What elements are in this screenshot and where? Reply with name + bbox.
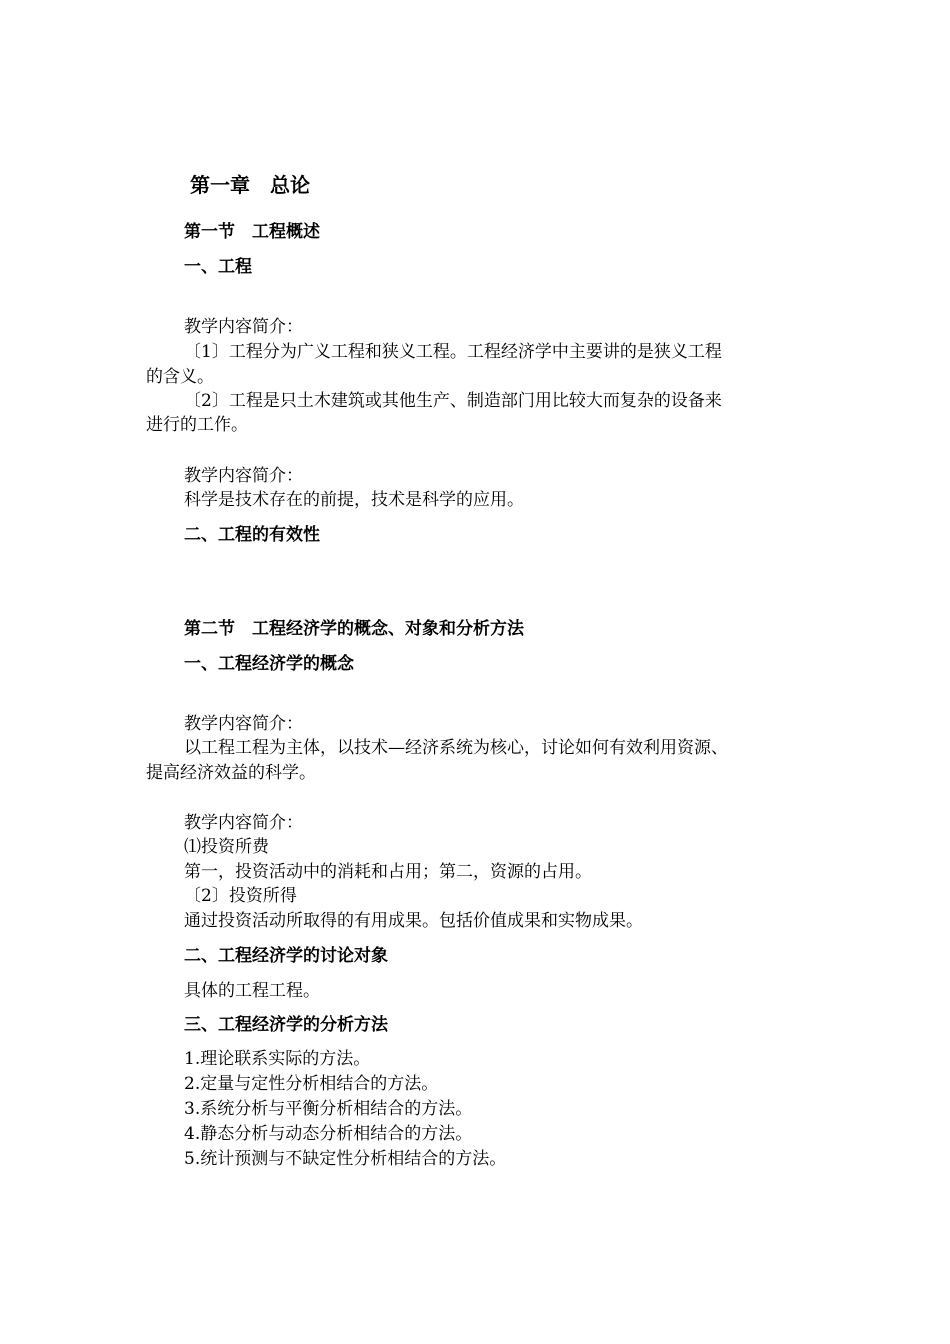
section-2-title: 第二节 工程经济学的概念、对象和分析方法	[184, 619, 524, 639]
list-item: 〔2〕投资所得	[184, 886, 297, 906]
teaching-intro-label: 教学内容简介：	[184, 714, 303, 734]
paragraph-line: 〔1〕工程分为广义工程和狭义工程。工程经济学中主要讲的是狭义工程	[184, 342, 722, 362]
list-item: ⑴投资所费	[184, 837, 269, 857]
method-list-item: 2.定量与定性分析相结合的方法。	[184, 1074, 439, 1094]
teaching-intro-label: 教学内容简介：	[184, 813, 303, 833]
method-list-item: 1.理论联系实际的方法。	[184, 1049, 371, 1069]
section-2-heading-3: 三、工程经济学的分析方法	[184, 1015, 388, 1035]
method-list-item: 5.统计预测与不缺定性分析相结合的方法。	[184, 1149, 507, 1169]
paragraph-line: 〔2〕工程是只土木建筑或其他生产、制造部门用比较大而复杂的设备来	[184, 391, 722, 411]
method-list-item: 3.系统分析与平衡分析相结合的方法。	[184, 1099, 473, 1119]
paragraph-line: 通过投资活动所取得的有用成果。包括价值成果和实物成果。	[184, 911, 643, 931]
teaching-intro-label: 教学内容简介：	[184, 317, 303, 337]
paragraph-line: 第一，投资活动中的消耗和占用；第二，资源的占用。	[184, 862, 592, 882]
method-list-item: 4.静态分析与动态分析相结合的方法。	[184, 1124, 473, 1144]
section-2-heading-1: 一、工程经济学的概念	[184, 654, 354, 674]
section-1-title: 第一节 工程概述	[184, 222, 320, 242]
paragraph-line: 以工程工程为主体，以技术—经济系统为核心，讨论如何有效利用资源、	[184, 738, 728, 758]
paragraph-line: 的含义。	[146, 367, 214, 387]
section-1-heading-2: 二、工程的有效性	[184, 525, 320, 545]
section-2-heading-2: 二、工程经济学的讨论对象	[184, 946, 388, 966]
teaching-intro-label: 教学内容简介：	[184, 466, 303, 486]
paragraph-line: 提高经济效益的科学。	[146, 763, 316, 783]
paragraph-line: 具体的工程工程。	[184, 981, 320, 1001]
paragraph-line: 科学是技术存在的前提，技术是科学的应用。	[184, 490, 524, 510]
paragraph-line: 进行的工作。	[146, 415, 248, 435]
chapter-title: 第一章 总论	[190, 173, 310, 197]
section-1-heading-1: 一、工程	[184, 257, 252, 277]
